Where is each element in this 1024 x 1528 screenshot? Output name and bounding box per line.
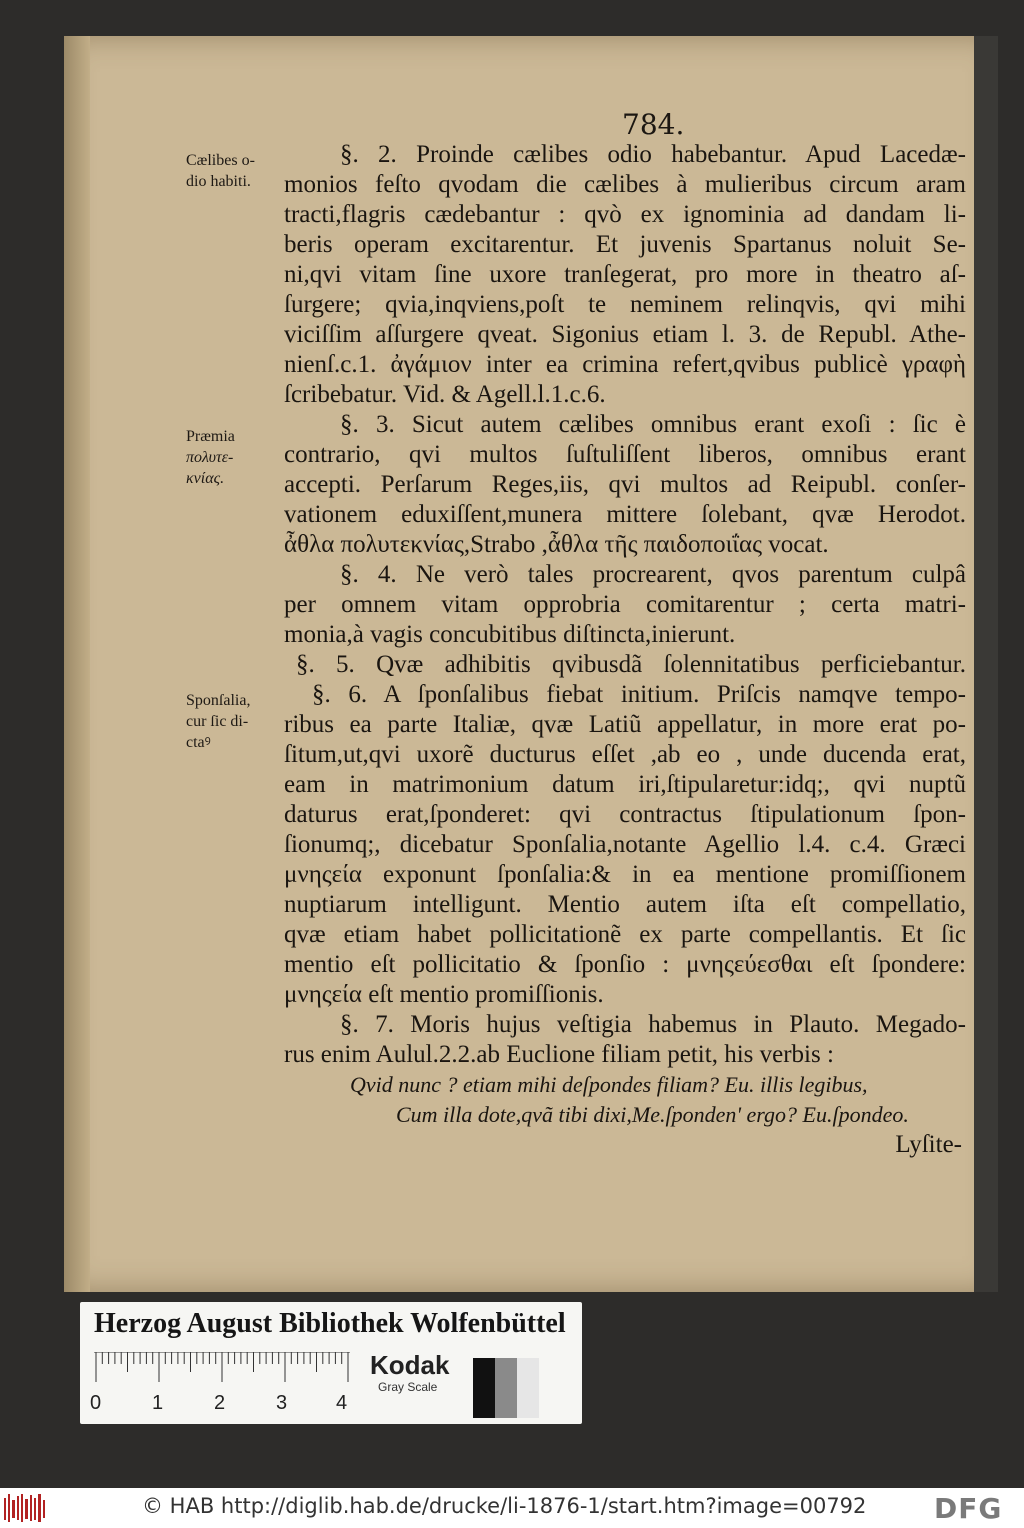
text-line: ſcribebatur. Vid. & Agell.l.1.c.6.: [284, 381, 606, 408]
text-line: per omnem vitam opprobria comitarentur ; certa matri-: [284, 591, 966, 618]
copyright-link[interactable]: © HAB http://diglib.hab.de/drucke/li-1876-1/start.htm?image=00792: [142, 1494, 867, 1518]
text-line: §. 7. Moris hujus veſtigia habemus in Plauto. Megado-: [340, 1011, 966, 1038]
catchword: Lyſite-: [895, 1131, 962, 1158]
text-line: §. 4. Ne verò tales procrearent, qvos parentum culpâ: [340, 561, 966, 588]
swatch-black: [473, 1358, 495, 1418]
text-line: rus enim Aulul.2.2.ab Euclione filiam petit, his verbis :: [284, 1041, 834, 1068]
swatch-gray: [495, 1358, 517, 1418]
scan-border: [974, 36, 998, 1292]
library-title: Herzog August Bibliothek Wolfenbüttel: [94, 1308, 566, 1339]
marginal-line: Cælibes o-: [186, 152, 255, 169]
page-number: 784.: [622, 108, 685, 141]
page-edge: [64, 36, 90, 1292]
marginal-note-caelibes: [186, 150, 255, 192]
main-text: [284, 140, 966, 1160]
footer-bar: [0, 1488, 1024, 1528]
text-line: monia,à vagis concubitibus diſtincta,inierunt.: [284, 621, 736, 648]
text-line: qvæ etiam habet pollicitationẽ ex parte compellantis. Et ſic: [284, 921, 966, 948]
text-line: ni,qvi vitam ſine uxore tranſegerat, pro more in theatro aſ-: [284, 261, 966, 288]
verse-line: Qvid nunc ? etiam mihi deſpondes filiam? Eu. illis legibus,: [350, 1072, 868, 1097]
barcode-icon: [4, 1494, 48, 1522]
dfg-logo: DFG: [934, 1492, 1003, 1525]
text-line: daturus erat,ſponderet: qvi contractus ſtipulationum ſpon-: [284, 801, 966, 828]
marginal-line: κνίας.: [186, 470, 225, 487]
swatch-white: [517, 1358, 539, 1418]
marginal-note-praemia: [186, 426, 235, 489]
text-line: §. 2. Proinde cælibes odio habebantur. Apud Lacedæ-: [340, 141, 966, 168]
text-line: monios feſto qvodam die cælibes à mulieribus circum aram: [284, 171, 966, 198]
gray-swatches: [473, 1358, 539, 1418]
marginal-line: Præmia: [186, 428, 235, 445]
text-line: nienſ.c.1. ἀγάμιον inter ea crimina refert,qvibus publicè γραφὴ: [284, 351, 966, 378]
text-line: eam in matrimonium datum iri,ſtipularetur:idq;, qvi nuptũ: [284, 771, 966, 798]
text-line: tracti,flagris cædebantur : qvò ex ignominia ad dandam li-: [284, 201, 966, 228]
text-line: mentio eſt pollicitatio & ſponſio : μνηςεύεσθαι eſt ſpondere:: [284, 951, 966, 978]
text-line: §. 6. A ſponſalibus fiebat initium. Priſcis namqve tempo-: [312, 681, 966, 708]
text-line: viciſſim aſſurgere qveat. Sigonius etiam l. 3. de Republ. Athe-: [284, 321, 966, 348]
text-line: §. 5. Qvæ adhibitis qvibusdã ſolennitatibus perficiebantur.: [296, 651, 966, 678]
text-line: §. 3. Sicut autem cælibes omnibus erant exoſi : ſic è: [340, 411, 966, 438]
kodak-logo: Kodak: [370, 1350, 450, 1380]
marginal-line: Sponſalia,: [186, 692, 251, 709]
text-line: beris operam excitarentur. Et juvenis Spartanus noluit Se-: [284, 231, 966, 258]
marginal-line: cur ſic di-: [186, 713, 249, 730]
marginal-line: ctaꝰ: [186, 734, 211, 751]
ruler-number: 0: [90, 1392, 102, 1414]
library-color-card: [80, 1302, 582, 1424]
marginal-note-sponsalia: [186, 690, 250, 753]
text-line: μνηςεία exponunt ſponſalia:& in ea mentione promiſſionem: [284, 861, 966, 888]
gray-scale-label: Gray Scale: [378, 1380, 438, 1394]
ruler-scale: [94, 1352, 350, 1382]
ruler-number: 4: [336, 1392, 348, 1414]
text-line: μνηςεία eſt mentio promiſſionis.: [284, 981, 604, 1008]
ruler-number: 3: [276, 1392, 288, 1414]
text-line: contrario, qvi multos ſuſtuliſſent liberos, omnibus erant: [284, 441, 966, 468]
text-line: ἆθλα πολυτεκνίας,Strabo ,ἆθλα τῆς παιδοποιΐας vocat.: [284, 531, 829, 558]
ruler-number: 2: [214, 1392, 226, 1414]
text-line: ribus ea parte Italiæ, qvæ Latiũ appellatur, in more erat po-: [284, 711, 966, 738]
text-line: ſurgere; qvia,inqviens,poſt te neminem relinqvis, qvi mihi: [284, 291, 966, 318]
text-line: accepti. Perſarum Reges,iis, qvi multos ad Reipubl. conſer-: [284, 471, 966, 498]
marginal-line: dio habiti.: [186, 173, 251, 190]
marginal-line: πολυτε-: [186, 449, 234, 466]
verse-line: Cum illa dote,qvã tibi dixi,Me.ſponden' ergo? Eu.ſpondeo.: [396, 1102, 909, 1127]
text-line: nuptiarum intelligunt. Mentio autem iſta eſt compellatio,: [284, 891, 966, 918]
ruler-number: 1: [152, 1392, 164, 1414]
text-line: ſitum,ut,qvi uxorẽ ducturus eſſet ,ab eo , unde ducenda erat,: [284, 741, 966, 768]
text-line: vationem eduxiſſent,munera mittere ſolebant, qvæ Herodot.: [284, 501, 966, 528]
text-line: ſionumq;, dicebatur Sponſalia,notante Agellio l.4. c.4. Græci: [284, 831, 966, 858]
